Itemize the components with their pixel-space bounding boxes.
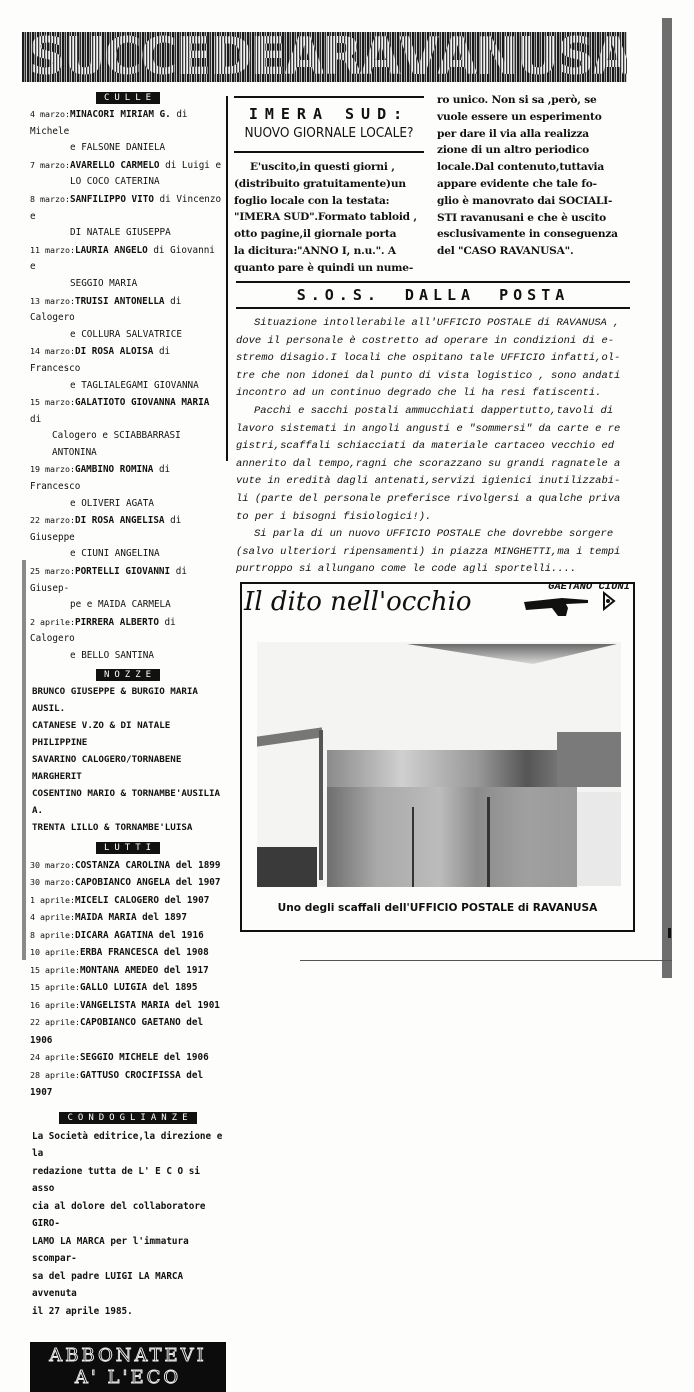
entry-date: 8 marzo: — [30, 193, 70, 204]
entry-date: 11 marzo: — [30, 244, 75, 255]
entry-parents: di Giovanni e — [30, 244, 215, 273]
condoglianze-text — [30, 1128, 226, 1321]
article-line: "IMERA SUD".Formato tabloid , — [234, 211, 417, 224]
death-entry — [30, 944, 226, 962]
article-line: del "CASO RAVANUSA". — [437, 245, 574, 258]
article-line: (distribuito gratuitamente)un — [234, 177, 406, 190]
entry-date: 4 aprile: — [30, 912, 75, 923]
entry-date: 28 aprile: — [30, 1069, 80, 1080]
column-divider — [226, 96, 228, 461]
entry-name: MONTANA AMEDEO del 1917 — [79, 964, 209, 976]
entry-continuation: e TAGLIALEGAMI GIOVANNA — [70, 379, 199, 391]
article-line: vuole essere un esperimento — [437, 110, 602, 123]
page-edge-shadow-left — [22, 560, 26, 960]
entry-continuation: e OLIVERI AGATA — [70, 497, 154, 509]
masthead-letter: U — [63, 27, 104, 87]
entry-name: GAMBINO ROMINA — [74, 464, 154, 476]
nozze-label: NOZZE — [96, 669, 160, 681]
masthead-letter: V — [398, 27, 438, 87]
death-entry — [30, 874, 226, 892]
entry-name: COSTANZA CAROLINA del 1899 — [74, 859, 221, 871]
entry-date: 4 marzo: — [30, 109, 70, 119]
article-line: la dicitura:"ANNO I, n.u.". A — [234, 244, 396, 257]
article-body-right — [437, 92, 637, 260]
entry-date: 8 aprile: — [30, 929, 75, 940]
death-entry — [30, 1014, 226, 1049]
birth-entry — [30, 106, 226, 157]
sos-body — [236, 315, 630, 579]
article-body-left — [234, 159, 424, 277]
sos-line: to per i bisogni fisiologici!). — [236, 510, 432, 523]
subscribe-line-2: A' L'ECO — [74, 1367, 182, 1389]
entry-parents: di Francesco — [30, 464, 171, 493]
wedding-entry: SAVARINO CALOGERO/TORNABENE MARGHERIT — [32, 753, 182, 782]
entry-continuation: e CIUNI ANGELINA — [70, 548, 160, 560]
entry-date: 19 marzo: — [30, 464, 75, 475]
page-edge-shadow-right — [662, 18, 672, 978]
entry-parents: di Luigi e — [159, 159, 222, 171]
article-line: STI ravanusani e che è uscito — [437, 211, 607, 224]
death-entry — [30, 857, 226, 875]
masthead-letter: R — [322, 27, 361, 87]
sos-line: gistri,scaffali schiacciati da materiale cartaceo vecchio ed — [236, 440, 615, 453]
death-entry — [30, 962, 226, 980]
birth-entry — [30, 563, 226, 614]
masthead-letter: A — [437, 27, 476, 87]
entry-parents: di Michele — [30, 109, 188, 137]
death-entry — [30, 909, 226, 927]
entry-name: MAIDA MARIA del 1897 — [74, 912, 187, 924]
entry-name: GALLO LUIGIA del 1895 — [79, 982, 198, 994]
entry-name: ERBA FRANCESCA del 1908 — [79, 947, 209, 959]
masthead-letter: A — [284, 27, 323, 87]
entry-continuation: DI NATALE GIUSEPPA — [70, 227, 171, 239]
sos-line: Si parla di un nuovo UFFICIO POSTALE che dovrebbe sorgere — [254, 528, 614, 541]
masthead-letter: N — [475, 27, 517, 87]
left-column — [30, 92, 226, 1392]
entry-date: 30 marzo: — [30, 877, 75, 888]
photo-feature-box — [240, 582, 635, 932]
entry-continuation: pe e MAIDA CARMELA — [70, 599, 171, 611]
sos-line: dove il personale è costretto ad operare in condizioni di e- — [236, 334, 615, 347]
condolence-line: il 27 aprile 1985. — [32, 1305, 133, 1317]
entry-name: SEGGIO MICHELE del 1906 — [79, 1052, 209, 1064]
entry-parents: di Giusep- — [30, 566, 187, 594]
article-line: zione di un altro periodico — [437, 144, 589, 157]
masthead-letter: E — [250, 27, 285, 87]
entry-date: 10 aprile: — [30, 947, 80, 958]
birth-entry — [30, 242, 226, 293]
sos-line: stremo disagio.I locali che ospitano tale UFFICIO infatti,ol- — [236, 352, 621, 365]
entry-name: SANFILIPPO VITO — [69, 193, 154, 205]
entry-name: VANGELISTA MARIA del 1901 — [79, 999, 220, 1011]
entry-name: GALATIOTO GIOVANNA MARIA — [74, 397, 210, 409]
article-line: appare evidente che tale fo- — [437, 177, 597, 190]
entry-name: MICELI CALOGERO del 1907 — [74, 894, 210, 906]
sos-line: Pacchi e sacchi postali ammucchiati dappertutto,tavoli di — [254, 404, 614, 417]
entry-date: 22 marzo: — [30, 515, 75, 526]
wedding-entry: COSENTINO MARIO & TORNAMBE'AUSILIA A. — [32, 787, 221, 816]
entry-continuation: Calogero e SCIABBARRASI ANTONINA — [52, 430, 181, 458]
sos-line: lavoro sistemati in angoli angusti e "sommersi" da carte e re — [236, 422, 621, 435]
article-subtitle: NUOVO GIORNALE LOCALE? — [244, 125, 414, 141]
article-title: IMERA SUD: — [248, 105, 410, 123]
entry-date: 15 marzo: — [30, 397, 75, 408]
imera-sud-article — [234, 96, 424, 277]
masthead-letter: S — [28, 27, 64, 87]
eye-icon — [602, 592, 616, 610]
pointing-hand-icon — [522, 594, 590, 618]
entry-date: 22 aprile: — [30, 1017, 80, 1028]
condolence-line: LAMO LA MARCA per l'immatura scompar- — [32, 1235, 189, 1265]
entry-date: 2 aprile: — [30, 616, 75, 627]
masthead-title — [22, 27, 631, 87]
nozze-list — [30, 683, 226, 836]
article-line: glio è manovrato dai SOCIALI- — [437, 194, 613, 207]
entry-name: PORTELLI GIOVANNI — [74, 566, 171, 578]
entry-name: DI ROSA ALOISA — [74, 346, 154, 358]
death-entry — [30, 892, 226, 910]
condolence-line: redazione tutta de L' E C O si asso — [32, 1165, 200, 1195]
masthead-letter: U — [516, 27, 558, 87]
entry-name: CAPOBIANCO GAETANO del 1906 — [30, 1017, 204, 1046]
culle-label: CULLE — [96, 92, 160, 104]
entry-date: 7 marzo: — [30, 159, 70, 170]
birth-entry — [30, 191, 226, 242]
entry-name: MINACORI MIRIAM G. — [69, 109, 171, 120]
masthead-letter: S — [557, 27, 593, 87]
article-line: per dare il via alla realizza — [437, 127, 589, 140]
sos-posta-article — [236, 281, 630, 597]
condolence-line: sa del padre LUIGI LA MARCA avvenuta — [32, 1270, 184, 1300]
death-entry — [30, 1049, 226, 1067]
wedding-entry: BRUNCO GIUSEPPE & BURGIO MARIA AUSIL. — [32, 685, 198, 714]
entry-name: DICARA AGATINA del 1916 — [74, 929, 204, 941]
lutti-label: LUTTI — [96, 842, 160, 854]
birth-entry — [30, 394, 226, 461]
sos-line: incontro ad un continuo degrado che li ha resi fatiscenti. — [236, 387, 602, 400]
condoglianze-label: CONDOGLIANZE — [59, 1112, 196, 1124]
birth-entry — [30, 614, 226, 665]
entry-date: 13 marzo: — [30, 295, 75, 306]
birth-entry — [30, 343, 226, 394]
entry-name: GATTUSO CROCIFISSA del 1907 — [30, 1069, 204, 1099]
article-line: quanto pare è quindi un nume- — [234, 261, 414, 274]
bottom-rule — [300, 960, 672, 961]
masthead-letter: A — [360, 27, 399, 87]
entry-date: 15 aprile: — [30, 982, 80, 993]
birth-entry — [30, 512, 226, 563]
entry-parents: di Calogero — [30, 616, 176, 645]
title-rule-bottom — [234, 151, 424, 153]
death-entry — [30, 979, 226, 997]
entry-name: CAPOBIANCO ANGELA del 1907 — [74, 877, 221, 889]
culle-list — [30, 106, 226, 665]
birth-entry — [30, 293, 226, 344]
death-entry — [30, 927, 226, 945]
lutti-list — [30, 857, 226, 1102]
masthead-letter: C — [103, 27, 140, 87]
article-line: ro unico. Non si sa ,però, se — [437, 94, 597, 106]
sos-line: Situazione intollerabile all'UFFICIO POSTALE di RAVANUSA , — [254, 317, 620, 329]
sos-title: S.O.S. DALLA POSTA — [296, 286, 570, 304]
sos-rule-bottom — [236, 307, 630, 309]
entry-name: DI ROSA ANGELISA — [74, 515, 165, 527]
entry-name: TRUISI ANTONELLA — [74, 295, 165, 307]
masthead-letter: C — [139, 27, 177, 87]
article-line: foglio locale con la testata: — [234, 194, 390, 207]
masthead — [22, 27, 631, 87]
entry-parents: di Calogero — [30, 295, 182, 324]
sos-line: vute in eredità dagli antenati,servizi igienici inutilizzabi- — [236, 475, 621, 488]
entry-continuation: SEGGIO MARIA — [70, 277, 138, 289]
birth-entry — [30, 461, 226, 512]
entry-name: PIRRERA ALBERTO — [74, 616, 159, 628]
article-line: E'uscito,in questi giorni , — [250, 161, 395, 173]
wedding-entry: TRENTA LILLO & TORNAMBE'LUISA — [32, 821, 193, 833]
entry-parents: di Giuseppe — [30, 515, 182, 543]
entry-date: 24 aprile: — [30, 1052, 80, 1063]
post-office-shelf-photo — [257, 642, 621, 886]
margin-mark — [668, 928, 671, 938]
article-line: esclusivamente in conseguenza — [437, 228, 618, 241]
entry-name: AVARELLO CARMELO — [69, 159, 160, 171]
entry-date: 25 marzo: — [30, 566, 75, 577]
article-line: locale.Dal contenuto,tuttavia — [437, 161, 605, 174]
entry-parents: di Vincenzo e — [30, 193, 222, 222]
entry-date: 1 aprile: — [30, 894, 75, 905]
condolence-line: cia al dolore del collaboratore GIRO- — [32, 1200, 206, 1230]
condolence-line: La Società editrice,la direzione e la — [32, 1130, 223, 1160]
subscribe-line-1: ABBONATEVI — [49, 1345, 207, 1367]
entry-parents: di — [30, 413, 42, 425]
sos-line: tre che non idonei dal punto di vista logistico , sono andati — [236, 369, 621, 382]
death-entry — [30, 997, 226, 1015]
sos-line: (salvo ulteriori ripensamenti) in piazza MINGHETTI,ma i tempi — [236, 545, 621, 558]
entry-continuation: e FALSONE DANIELA — [70, 142, 166, 154]
masthead-letter: A — [592, 27, 631, 87]
subscribe-banner — [30, 1342, 226, 1392]
entry-date: 15 aprile: — [30, 964, 80, 975]
birth-entry — [30, 157, 226, 191]
photo-caption: Uno degli scaffali dell'UFFICIO POSTALE di RAVANUSA — [277, 902, 598, 914]
wedding-entry: CATANESE V.ZO & DI NATALE PHILIPPINE — [32, 719, 171, 748]
entry-date: 30 marzo: — [30, 859, 75, 870]
entry-date: 14 marzo: — [30, 346, 75, 357]
article-line: otto pagine,il giornale porta — [234, 228, 397, 241]
photo-feature-title: Il dito nell'occhio — [244, 587, 472, 617]
death-entry — [30, 1067, 226, 1102]
sos-signature: GAETANO CIUNI — [548, 580, 630, 593]
title-rule-top — [234, 96, 424, 98]
masthead-letter: E — [176, 27, 210, 87]
sos-line: annerito dal tempo,ragni che scorazzano su grandi ragnatele a — [236, 457, 621, 470]
sos-line: purtroppo si allungano come le code agli sportelli.... — [236, 563, 577, 576]
entry-name: LAURIA ANGELO — [74, 244, 148, 256]
entry-continuation: e BELLO SANTINA — [70, 650, 154, 661]
sos-line: li (parte del personale preferisce rivolgersi a qualche priva — [236, 492, 621, 505]
masthead-letter: D — [209, 27, 251, 87]
entry-parents: di Francesco — [30, 346, 171, 374]
entry-date: 16 aprile: — [30, 999, 80, 1010]
entry-continuation: LO COCO CATERINA — [70, 176, 160, 188]
entry-continuation: e COLLURA SALVATRICE — [70, 328, 182, 340]
